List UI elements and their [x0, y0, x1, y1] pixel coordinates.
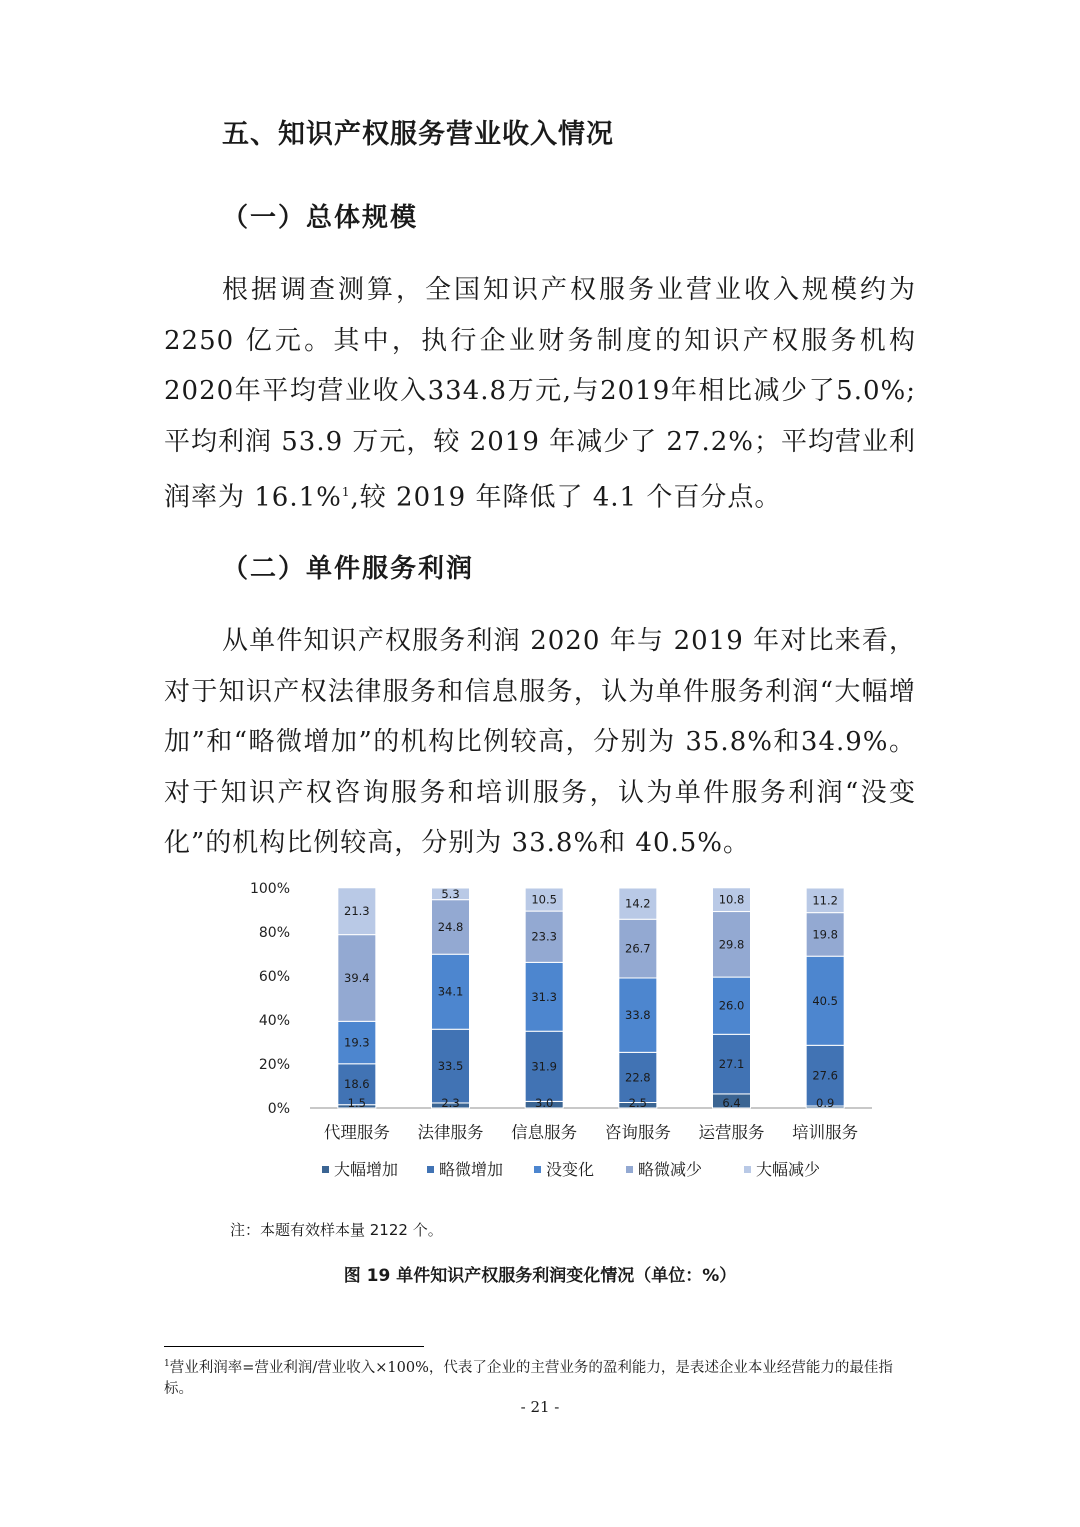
legend-swatch	[744, 1166, 751, 1173]
footnote-text: 营业利润率=营业利润/营业收入×100%，代表了企业的主营业务的盈利能力，是表述企业本业经营能力的最佳指标。	[164, 1359, 893, 1397]
x-tick-label: 培训服务	[792, 1123, 859, 1142]
data-label: 0.9	[816, 1096, 835, 1110]
chart-labels	[344, 887, 838, 1110]
y-tick-label: 40%	[258, 1013, 290, 1029]
page-number: - 21 -	[520, 1398, 560, 1416]
data-label: 31.9	[531, 1059, 557, 1074]
data-label: 39.4	[344, 970, 370, 985]
footnote-divider	[164, 1346, 424, 1347]
subsection-title-overall-scale: （一）总体规模	[222, 203, 419, 233]
data-label: 33.5	[437, 1059, 464, 1074]
legend-swatch	[626, 1166, 633, 1173]
stacked-bar-chart	[230, 875, 890, 1195]
x-tick-label: 信息服务	[511, 1123, 578, 1142]
data-label: 27.1	[718, 1057, 745, 1072]
data-label: 21.3	[344, 904, 370, 919]
legend-label: 大幅减少	[756, 1160, 821, 1179]
y-tick-label: 20%	[258, 1057, 290, 1073]
paragraph-overall-scale	[164, 265, 916, 523]
paragraph-text-tail: ,较 2019 年降低了 4.1 个百分点。	[350, 482, 782, 513]
legend-label: 没变化	[546, 1160, 595, 1179]
data-label: 18.6	[344, 1077, 370, 1092]
data-label: 23.3	[531, 929, 557, 944]
x-tick-label: 咨询服务	[604, 1123, 671, 1142]
legend-swatch	[427, 1166, 434, 1173]
chart-note: 注：本题有效样本量 2122 个。	[230, 1221, 443, 1239]
data-label: 34.1	[437, 984, 464, 999]
data-label: 22.8	[625, 1070, 651, 1085]
x-tick-label: 代理服务	[323, 1123, 390, 1142]
x-tick-label: 法律服务	[417, 1123, 484, 1142]
footnote-mark: 1	[164, 1359, 170, 1369]
section-title: 五、知识产权服务营业收入情况	[222, 119, 614, 150]
legend-label: 略微减少	[638, 1160, 703, 1179]
data-label: 29.8	[718, 937, 745, 952]
data-label: 10.5	[531, 892, 557, 907]
data-label: 27.6	[812, 1068, 838, 1083]
chart-bars	[338, 888, 844, 1108]
data-label: 2.3	[441, 1096, 460, 1110]
data-label: 10.8	[718, 892, 745, 907]
data-label: 6.4	[722, 1096, 741, 1110]
y-tick-label: 60%	[258, 969, 290, 985]
data-label: 26.0	[718, 998, 745, 1013]
paragraph-text: 从单件知识产权服务利润 2020 年与 2019 年对比来看，对于知识产权法律服务和信息服务，认为单件服务利润“大幅增加”和“略微增加”的机构比例较高，分别为 35.8%和34.9%。对于知识产权咨询服务和培训服务，认为单件服务利润“没变化”的机构比例较高，分别为 33.8%和 40.5%。	[164, 626, 916, 858]
y-tick-label: 100%	[249, 881, 290, 897]
paragraph-text: 根据调查测算，全国知识产权服务业营业收入规模约为2250 亿元。其中，执行企业财务制度的知识产权服务机构2020年平均营业收入334.8万元,与2019年相比减少了5.0%;平均利润 53.9 万元，较 2019 年减少了 27.2%；平均营业利润率为 16.1%	[164, 275, 916, 513]
data-label: 26.7	[625, 941, 651, 956]
data-label: 19.3	[344, 1035, 370, 1050]
legend-label: 略微增加	[439, 1160, 504, 1179]
x-tick-label: 运营服务	[698, 1123, 765, 1142]
y-tick-label: 80%	[258, 925, 290, 941]
footnote	[164, 1354, 919, 1400]
data-label: 33.8	[625, 1008, 651, 1023]
data-label: 5.3	[441, 887, 460, 901]
footnote-ref: 1	[341, 485, 351, 499]
y-tick-label: 0%	[267, 1101, 290, 1117]
paragraph-unit-profit	[164, 616, 916, 869]
data-label: 24.8	[437, 919, 464, 934]
data-label: 11.2	[812, 893, 838, 908]
subsection-title-unit-profit: （二）单件服务利润	[222, 554, 475, 584]
legend-swatch	[322, 1166, 329, 1173]
data-label: 2.5	[628, 1096, 647, 1110]
chart-legend	[322, 1160, 820, 1179]
data-label: 31.3	[531, 989, 557, 1004]
data-label: 19.8	[812, 927, 838, 942]
data-label: 40.5	[812, 993, 838, 1008]
legend-label: 大幅增加	[334, 1160, 399, 1179]
figure-caption: 图 19 单件知识产权服务利润变化情况（单位：%）	[343, 1266, 737, 1286]
data-label: 1.5	[347, 1096, 366, 1110]
legend-swatch	[534, 1166, 541, 1173]
data-label: 3.0	[535, 1096, 554, 1110]
data-label: 14.2	[625, 896, 651, 911]
